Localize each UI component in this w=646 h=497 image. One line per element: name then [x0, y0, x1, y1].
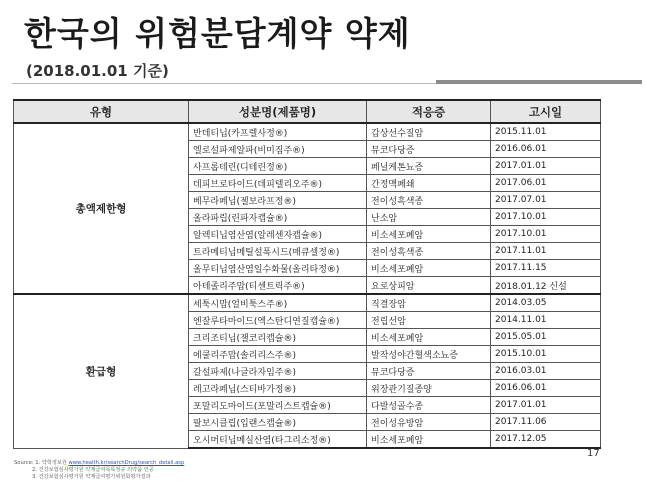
date-cell: 2016.03.01 [491, 363, 601, 380]
page-title: 한국의 위험분담계약 약제 [24, 14, 411, 53]
source-line-1-prefix: Source: 1. 약학정보원 [14, 460, 69, 466]
ingredient-cell: 아테졸리주맙(티센트릭주®) [189, 277, 367, 295]
drug-table [13, 99, 601, 449]
date-cell: 2017.10.01 [491, 209, 601, 226]
indication-cell: 요로상피암 [367, 277, 491, 295]
date-cell: 2017.07.01 [491, 192, 601, 209]
source-line-3: 3. 건강보험심사평가원 약제급여평가위원회평가결과 [32, 474, 151, 480]
ingredient-cell: 사프롭테린(디테린정®) [189, 158, 367, 175]
indication-cell: 전이성유방암 [367, 414, 491, 431]
date-cell: 2018.01.12 신설 [491, 277, 601, 295]
group-type-cell: 환급형 [14, 294, 189, 448]
date-cell: 2014.11.01 [491, 312, 601, 329]
indication-cell: 비소세포폐암 [367, 431, 491, 449]
indication-cell: 뮤코다당증 [367, 363, 491, 380]
source-link[interactable]: www.health.kr/searchDrug/search_detail.asp [68, 460, 185, 466]
ingredient-cell: 데피브로타이드(데피텔리오주®) [189, 175, 367, 192]
ingredient-cell: 베무라페닙(젤보라프정®) [189, 192, 367, 209]
date-cell: 2017.12.05 [491, 431, 601, 449]
date-cell: 2016.06.01 [491, 380, 601, 397]
indication-cell: 페닐케톤뇨증 [367, 158, 491, 175]
table-row [14, 123, 601, 141]
date-cell: 2015.05.01 [491, 329, 601, 346]
table-row [14, 294, 601, 312]
ingredient-cell: 레고라페닙(스티바가정®) [189, 380, 367, 397]
ingredient-cell: 포말리도마이드(포말리스트캡슐®) [189, 397, 367, 414]
header-accent-bar [436, 80, 642, 84]
table-header-row [14, 100, 601, 123]
date-cell: 2017.11.15 [491, 260, 601, 277]
date-cell: 2015.11.01 [491, 123, 601, 141]
ingredient-cell: 엘로설파제알파(비미짐주®) [189, 141, 367, 158]
ingredient-cell: 에쿨리주맙(솔리리스주®) [189, 346, 367, 363]
group-type-cell: 총액제한형 [14, 123, 189, 294]
date-cell: 2017.11.01 [491, 243, 601, 260]
date-cell: 2016.06.01 [491, 141, 601, 158]
indication-cell: 비소세포폐암 [367, 329, 491, 346]
ingredient-cell: 올무티닙염산염일수화물(올리타정®) [189, 260, 367, 277]
indication-cell: 전립선암 [367, 312, 491, 329]
ingredient-cell: 오시머티닙메실산염(타그리소정®) [189, 431, 367, 449]
col-header-indication: 적응증 [367, 100, 491, 123]
ingredient-cell: 갈설파제(나글라자임주®) [189, 363, 367, 380]
date-cell: 2017.01.01 [491, 158, 601, 175]
indication-cell: 전이성흑색종 [367, 192, 491, 209]
ingredient-cell: 세툭시맙(얼비툭스주®) [189, 294, 367, 312]
ingredient-cell: 엔잘루타마이드(엑스탄디연질캡슐®) [189, 312, 367, 329]
page-subtitle: (2018.01.01 기준) [26, 62, 169, 80]
indication-cell: 전이성흑색종 [367, 243, 491, 260]
indication-cell: 발작성야간혈색소뇨증 [367, 346, 491, 363]
indication-cell: 다발성골수종 [367, 397, 491, 414]
date-cell: 2014.03.05 [491, 294, 601, 312]
date-cell: 2017.01.01 [491, 397, 601, 414]
date-cell: 2017.10.01 [491, 226, 601, 243]
indication-cell: 뮤코다당증 [367, 141, 491, 158]
col-header-ingredient: 성분명(제품명) [189, 100, 367, 123]
indication-cell: 비소세포폐암 [367, 226, 491, 243]
col-header-type: 유형 [14, 100, 189, 123]
indication-cell: 갑상선수질암 [367, 123, 491, 141]
date-cell: 2017.11.06 [491, 414, 601, 431]
ingredient-cell: 반데티닙(카프렐사정®) [189, 123, 367, 141]
sources-note [14, 460, 184, 481]
date-cell: 2015.10.01 [491, 346, 601, 363]
indication-cell: 난소암 [367, 209, 491, 226]
indication-cell: 직결장암 [367, 294, 491, 312]
indication-cell: 위장관기질종양 [367, 380, 491, 397]
indication-cell: 비소세포폐암 [367, 260, 491, 277]
ingredient-cell: 팔보시클립(입랜스캡슐®) [189, 414, 367, 431]
ingredient-cell: 올라파립(린파자캡슐®) [189, 209, 367, 226]
ingredient-cell: 트라메티닙메틸설폭시드(매큐셀정®) [189, 243, 367, 260]
ingredient-cell: 알렉티닙염산염(알레센자캡슐®) [189, 226, 367, 243]
col-header-date: 고시일 [491, 100, 601, 123]
page-number: 17 [587, 448, 600, 459]
source-line-2: 2. 건강보험심사평가원 약제급여목록정규 의약품 인공 [32, 467, 154, 473]
source-line-1 [14, 460, 184, 467]
date-cell: 2017.06.01 [491, 175, 601, 192]
ingredient-cell: 크리조티닙(잴코리캡슐®) [189, 329, 367, 346]
indication-cell: 간정맥폐쇄 [367, 175, 491, 192]
table-body [14, 123, 601, 448]
